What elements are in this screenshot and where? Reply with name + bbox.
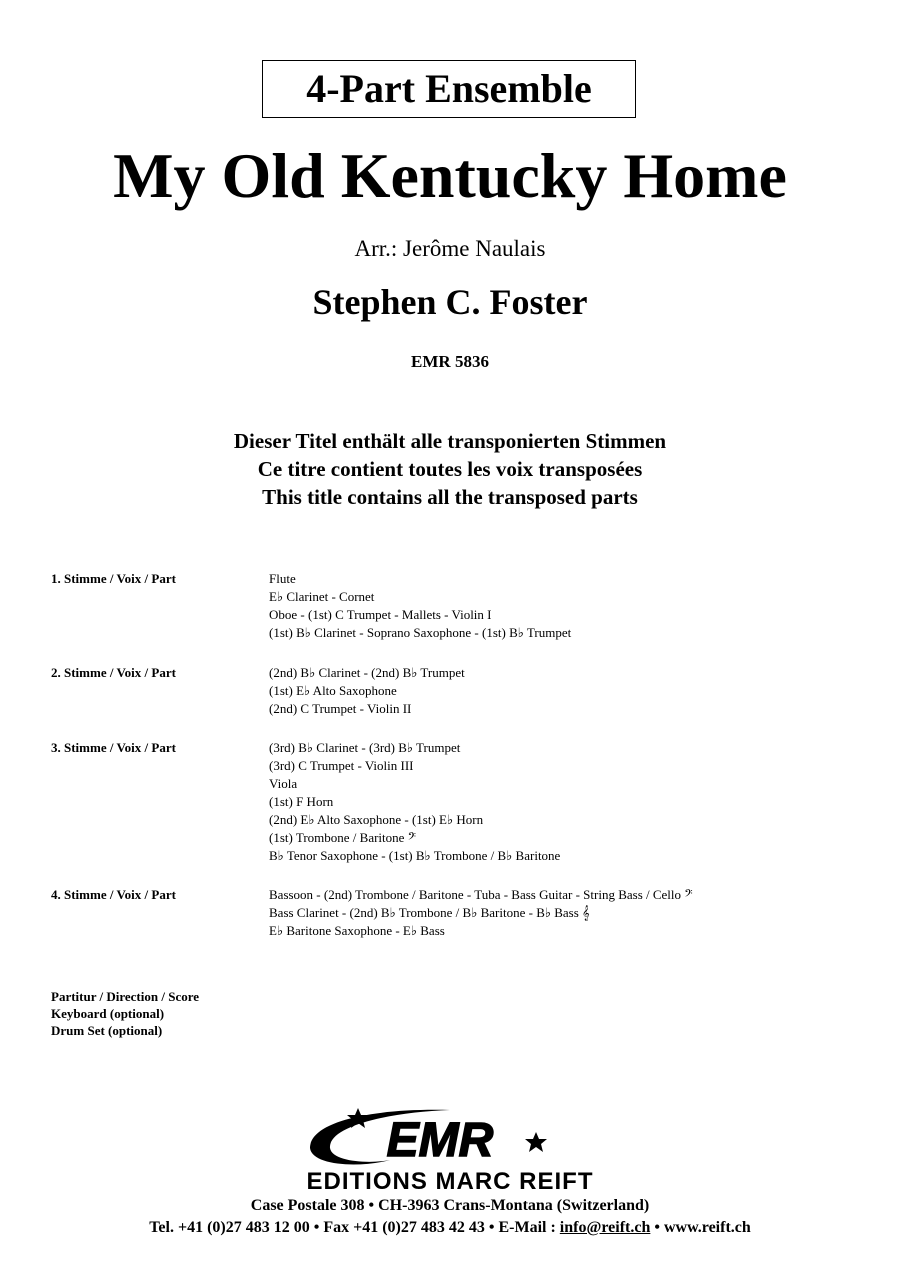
notice-english: This title contains all the transposed parts — [262, 485, 638, 509]
instrument-line: (1st) B♭ Clarinet - Soprano Saxophone - (1st) B♭ Trumpet — [269, 625, 572, 640]
instrument-line: Bass Clarinet - (2nd) B♭ Trombone / B♭ Baritone - B♭ Bass 𝄞 — [269, 905, 590, 920]
part-4-instruments — [269, 886, 693, 940]
instrument-line: E♭ Baritone Saxophone - E♭ Bass — [269, 923, 445, 938]
part-2-label: 2. Stimme / Voix / Part — [51, 665, 176, 680]
extra-item-score: Partitur / Direction / Score — [51, 989, 200, 1004]
instrument-line: Bassoon - (2nd) Trombone / Baritone - Tuba - Bass Guitar - String Bass / Cello 𝄢 — [269, 887, 693, 902]
instrument-line: (1st) Trombone / Baritone 𝄢 — [269, 830, 417, 845]
notice-german: Dieser Titel enthält alle transponierten Stimmen — [233, 429, 667, 453]
instrument-line: Oboe - (1st) C Trumpet - Mallets - Violin I — [269, 607, 492, 622]
part-2-instruments — [269, 664, 465, 718]
logo-star-right — [525, 1132, 547, 1152]
ensemble-label: 4-Part Ensemble — [306, 66, 592, 111]
instrument-line: (1st) F Horn — [269, 794, 334, 809]
ensemble-box — [262, 60, 636, 118]
piece-title: My Old Kentucky Home — [113, 140, 787, 211]
instrument-line: Viola — [269, 776, 298, 791]
publisher-address: Case Postale 308 • CH-3963 Crans-Montana (Switzerland) — [250, 1197, 650, 1214]
notice-french: Ce titre contient toutes les voix transposées — [257, 457, 643, 481]
logo-text: EMR — [386, 1114, 494, 1167]
composer: Stephen C. Foster — [312, 282, 588, 322]
contact-website[interactable]: • www.reift.ch — [650, 1219, 751, 1236]
instrument-line: E♭ Clarinet - Cornet — [269, 589, 375, 604]
emr-logo — [300, 1102, 580, 1172]
contact-phone-fax: Tel. +41 (0)27 483 12 00 • Fax +41 (0)27 483 42 43 • E-Mail : — [149, 1219, 560, 1236]
extra-item-drums: Drum Set (optional) — [51, 1023, 163, 1038]
instrument-line: (2nd) C Trumpet - Violin II — [269, 701, 412, 716]
instrument-line: (3rd) B♭ Clarinet - (3rd) B♭ Trumpet — [269, 740, 461, 755]
instrument-line: (3rd) C Trumpet - Violin III — [269, 758, 414, 773]
part-1-instruments — [269, 570, 571, 642]
extras-list — [51, 988, 199, 1039]
catalog-number: EMR 5836 — [411, 352, 489, 371]
extra-item-keyboard: Keyboard (optional) — [51, 1006, 165, 1021]
instrument-line: (2nd) E♭ Alto Saxophone - (1st) E♭ Horn — [269, 812, 484, 827]
arranger: Arr.: Jerôme Naulais — [354, 236, 546, 261]
part-4-label: 4. Stimme / Voix / Part — [51, 887, 176, 902]
email-link[interactable]: info@reift.ch — [559, 1219, 651, 1236]
part-3-instruments — [269, 739, 560, 865]
instrument-line: B♭ Tenor Saxophone - (1st) B♭ Trombone / B♭ Baritone — [269, 848, 561, 863]
part-3-label: 3. Stimme / Voix / Part — [51, 740, 176, 755]
instrument-line: Flute — [269, 571, 296, 586]
instrument-line: (1st) E♭ Alto Saxophone — [269, 683, 397, 698]
part-1-label: 1. Stimme / Voix / Part — [51, 571, 176, 586]
publisher-name: EDITIONS MARC REIFT — [306, 1168, 594, 1195]
instrument-line: (2nd) B♭ Clarinet - (2nd) B♭ Trumpet — [269, 665, 465, 680]
publisher-contact — [0, 1220, 900, 1236]
